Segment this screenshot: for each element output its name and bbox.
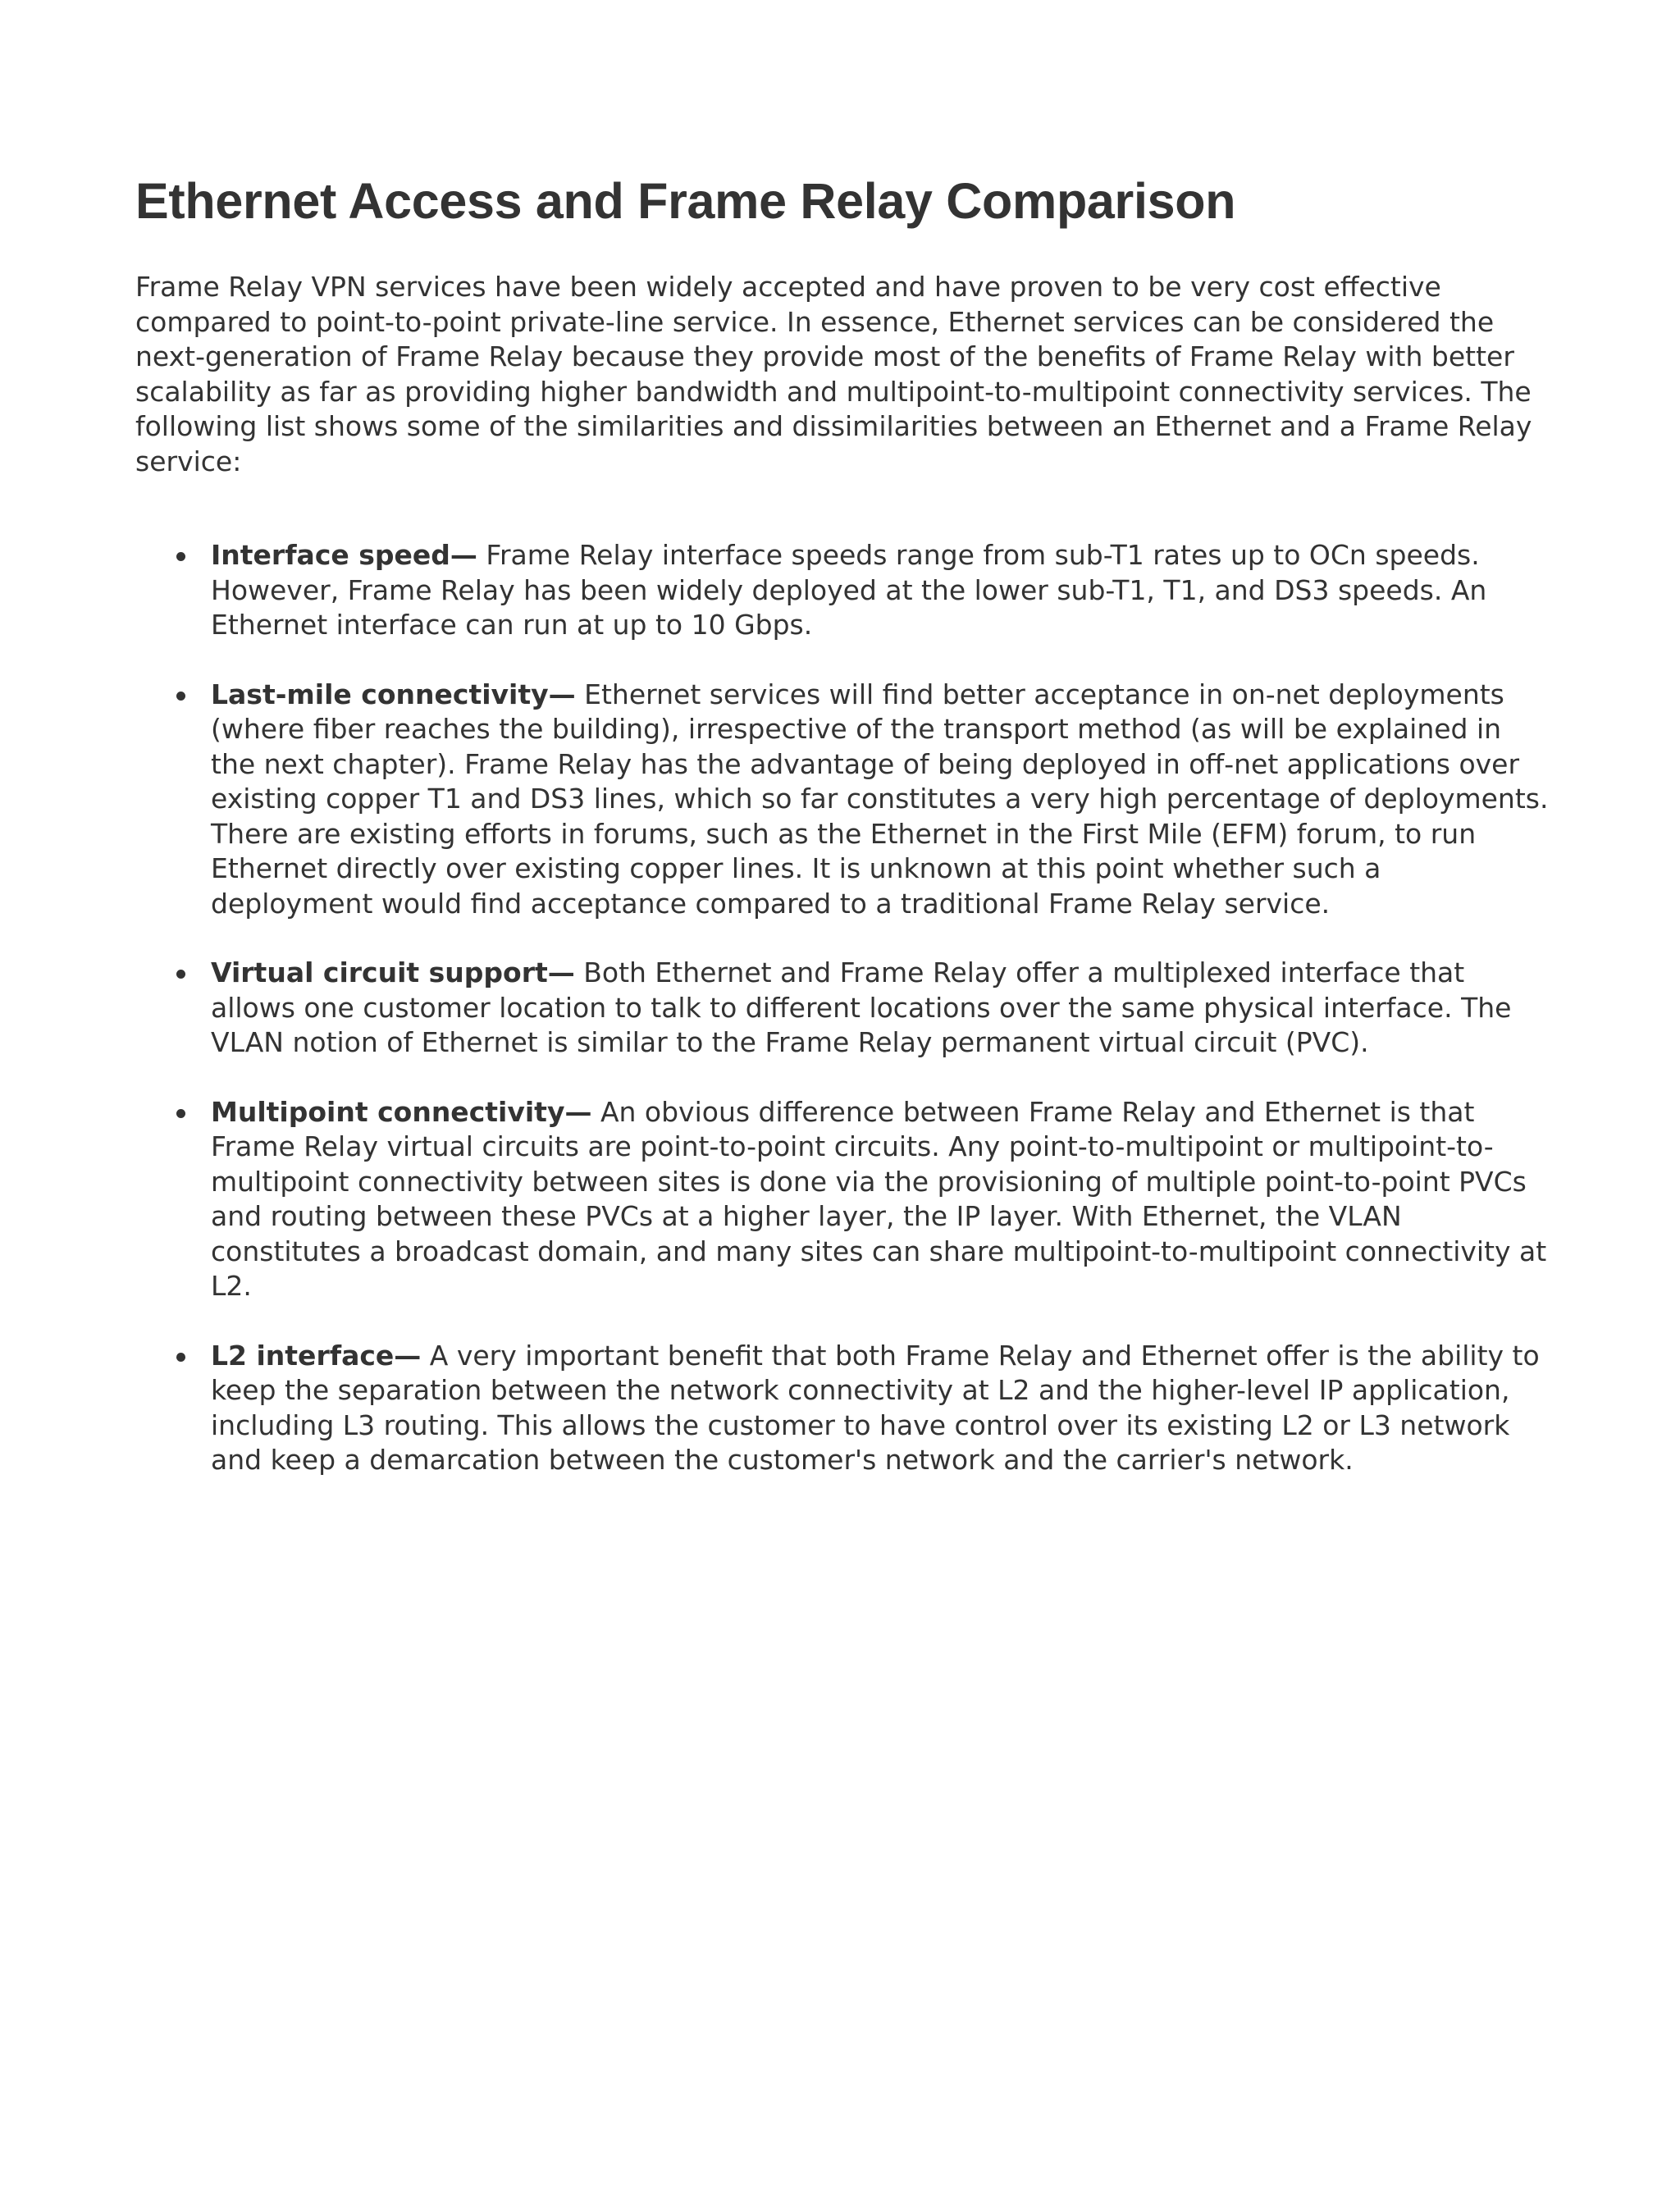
list-item-term: Last-mile connectivity— [211, 678, 576, 710]
bullet-icon [176, 970, 185, 979]
bullet-icon [176, 1353, 185, 1362]
list-item-interface-speed [135, 538, 1550, 643]
bullet-icon [176, 552, 185, 561]
page-title: Ethernet Access and Frame Relay Comparison [135, 173, 1236, 229]
list-item-multipoint-connectivity [135, 1095, 1550, 1304]
intro-paragraph: Frame Relay VPN services have been widely accepted and have proven to be very cost effective compared to point-to-point private-line service. In essence, Ethernet services can be considered the next-generation of Frame Relay because they provide most of the benefits of Frame Relay with better scalability as far as providing higher bandwidth and multipoint-to-multipoint connectivity services. The following list shows some of the similarities and dissimilarities between an Ethernet and a Frame Relay service: [135, 271, 1532, 477]
document-page [135, 168, 1550, 1513]
list-item-text: A very important benefit that both Frame Relay and Ethernet offer is the ability to keep the separation between the network connectivity at L2 and the higher-level IP application, including L3 routing. This allows the customer to have control over its existing L2 or L3 network and keep a demarcation between the customer's network and the carrier's network. [211, 1339, 1540, 1476]
list-item-term: Multipoint connectivity— [211, 1095, 592, 1128]
bullet-icon [176, 692, 185, 701]
list-item-text: Both Ethernet and Frame Relay offer a multiplexed interface that allows one customer location to talk to different locations over the same physical interface. The VLAN notion of Ethernet is similar to the Frame Relay permanent virtual circuit (PVC). [211, 956, 1512, 1058]
list-item-last-mile-connectivity [135, 678, 1550, 922]
list-item-virtual-circuit-support [135, 956, 1550, 1061]
list-item-text: Frame Relay interface speeds range from sub-T1 rates up to OCn speeds. However, Frame Relay has been widely deployed at the lower sub-T1, T1, and DS3 speeds. An Ethernet interface can run at up to 10 Gbps. [211, 539, 1487, 641]
list-item-term: Interface speed— [211, 539, 477, 571]
list-item-l2-interface [135, 1339, 1550, 1478]
comparison-list [135, 538, 1550, 1478]
bullet-icon [176, 1109, 185, 1118]
list-item-term: Virtual circuit support— [211, 956, 575, 988]
list-item-text: An obvious difference between Frame Relay and Ethernet is that Frame Relay virtual circuits are point-to-point circuits. Any point-to-multipoint or multipoint-to-multipoint connectivity between sites is done via the provisioning of multiple point-to-point PVCs and routing between these PVCs at a higher layer, the IP layer. With Ethernet, the VLAN constitutes a broadcast domain, and many sites can share multipoint-to-multipoint connectivity at L2. [211, 1095, 1547, 1302]
list-item-term: L2 interface— [211, 1339, 422, 1372]
list-item-text: Ethernet services will find better acceptance in on-net deployments (where fiber reaches the building), irrespective of the transport method (as will be explained in the next chapter). Frame Relay has the advantage of being deployed in off-net applications over existing copper T1 and DS3 lines, which so far constitutes a very high percentage of deployments. There are existing efforts in forums, such as the Ethernet in the First Mile (EFM) forum, to run Ethernet directly over existing copper lines. It is unknown at this point whether such a deployment would find acceptance compared to a traditional Frame Relay service. [211, 678, 1549, 920]
